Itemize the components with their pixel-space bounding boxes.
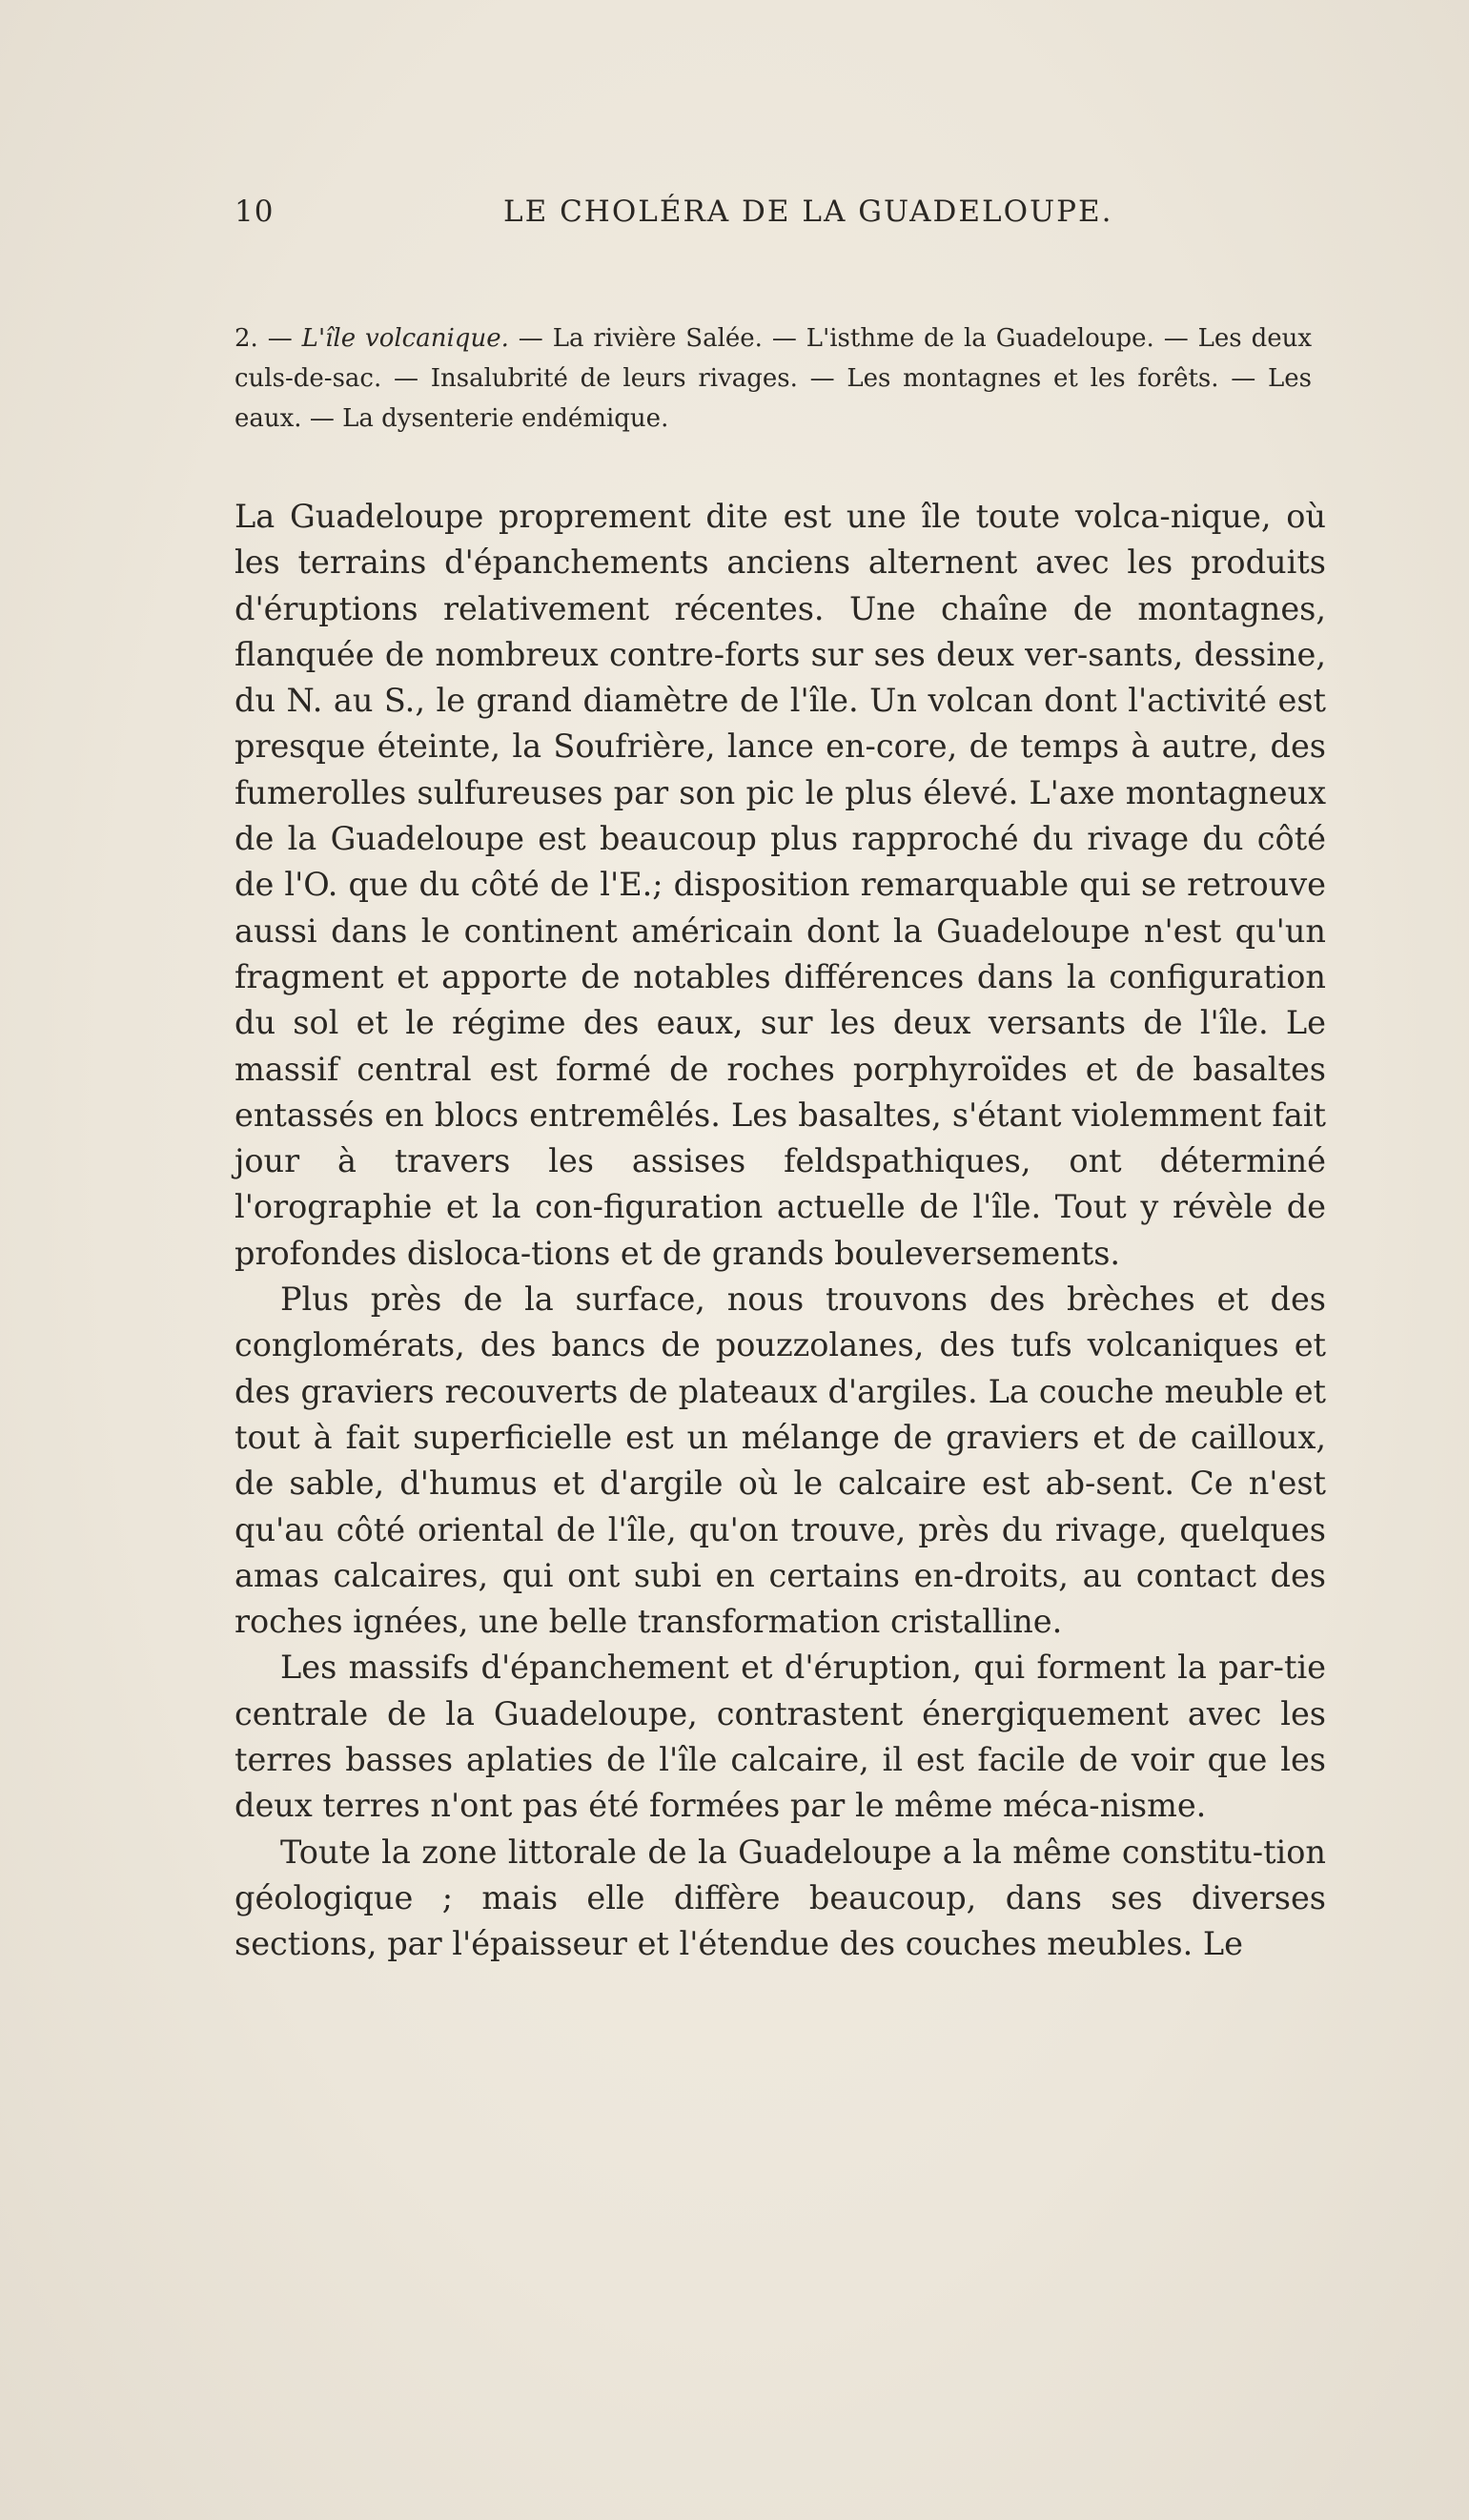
paragraph-3: Les massifs d'épanchement et d'éruption, qui forment la par-tie centrale de la Guadeloupe, contrastent énergiquement avec les terres basses aplaties de l'île calcaire, il est facile de voir que les deux terres n'ont pas été formées par le même méca-nisme. [235,1649,1326,1825]
body-text [235,494,1326,1968]
section-summary [235,318,1312,439]
paragraph-4: Toute la zone littorale de la Guadeloupe a la même constitu-tion géologique ; mais elle diffère beaucoup, dans ses diverses sections, par l'épaisseur et l'étendue des couches meubles. Le [235,1833,1326,1963]
running-title: LE CHOLÉRA DE LA GUADELOUPE. [503,195,1113,229]
page-number: 10 [235,195,275,229]
paragraph-1: La Guadeloupe proprement dite est une île toute volca-nique, où les terrains d'épanchements anciens alternent avec les produits d'éruptions relativement récentes. Une chaîne de montagnes, flanquée de nombreux contre-forts sur ses deux ver-sants, dessine, du N. au S., le grand diamètre de l'île. Un volcan dont l'activité est presque éteinte, la Soufrière, lance en-core, de temps à autre, des fumerolles sulfureuses par son pic le plus élevé. L'axe montagneux de la Guadeloupe est beaucoup plus rapproché du rivage du côté de l'O. que du côté de l'E.; disposition remarquable qui se retrouve aussi dans le continent américain dont la Guadeloupe n'est qu'un fragment et apporte de notables différences dans la configuration du sol et le régime des eaux, sur les deux versants de l'île. Le massif central est formé de roches porphyroïdes et de basaltes entassés en blocs entremêlés. Les basaltes, s'étant violemment fait jour à travers les assises feldspathiques, ont déterminé l'orographie et la con-figuration actuelle de l'île. Tout y révèle de profondes disloca-tions et de grands bouleversements. [235,498,1326,1272]
section-summary-text: — La rivière Salée. — L'isthme de la Guadeloupe. — Les deux culs-de-sac. — Insalubrité de leurs rivages. — Les montagnes et les forêts. — Les eaux. — La dysenterie endémique. [235,324,1313,433]
paragraph-2: Plus près de la surface, nous trouvons des brèches et des conglomérats, des bancs de pouzzolanes, des tufs volcaniques et des graviers recouverts de plateaux d'argiles. La couche meuble et tout à fait superficielle est un mélange de graviers et de cailloux, de sable, d'humus et d'argile où le calcaire est ab-sent. Ce n'est qu'au côté oriental de l'île, qu'on trouve, près du rivage, quelques amas calcaires, qui ont subi en certains en-droits, au contact des roches ignées, une belle transformation cristalline. [235,1280,1326,1641]
section-number: 2. — [235,324,302,353]
section-topic: L'île volcanique. [301,324,509,353]
